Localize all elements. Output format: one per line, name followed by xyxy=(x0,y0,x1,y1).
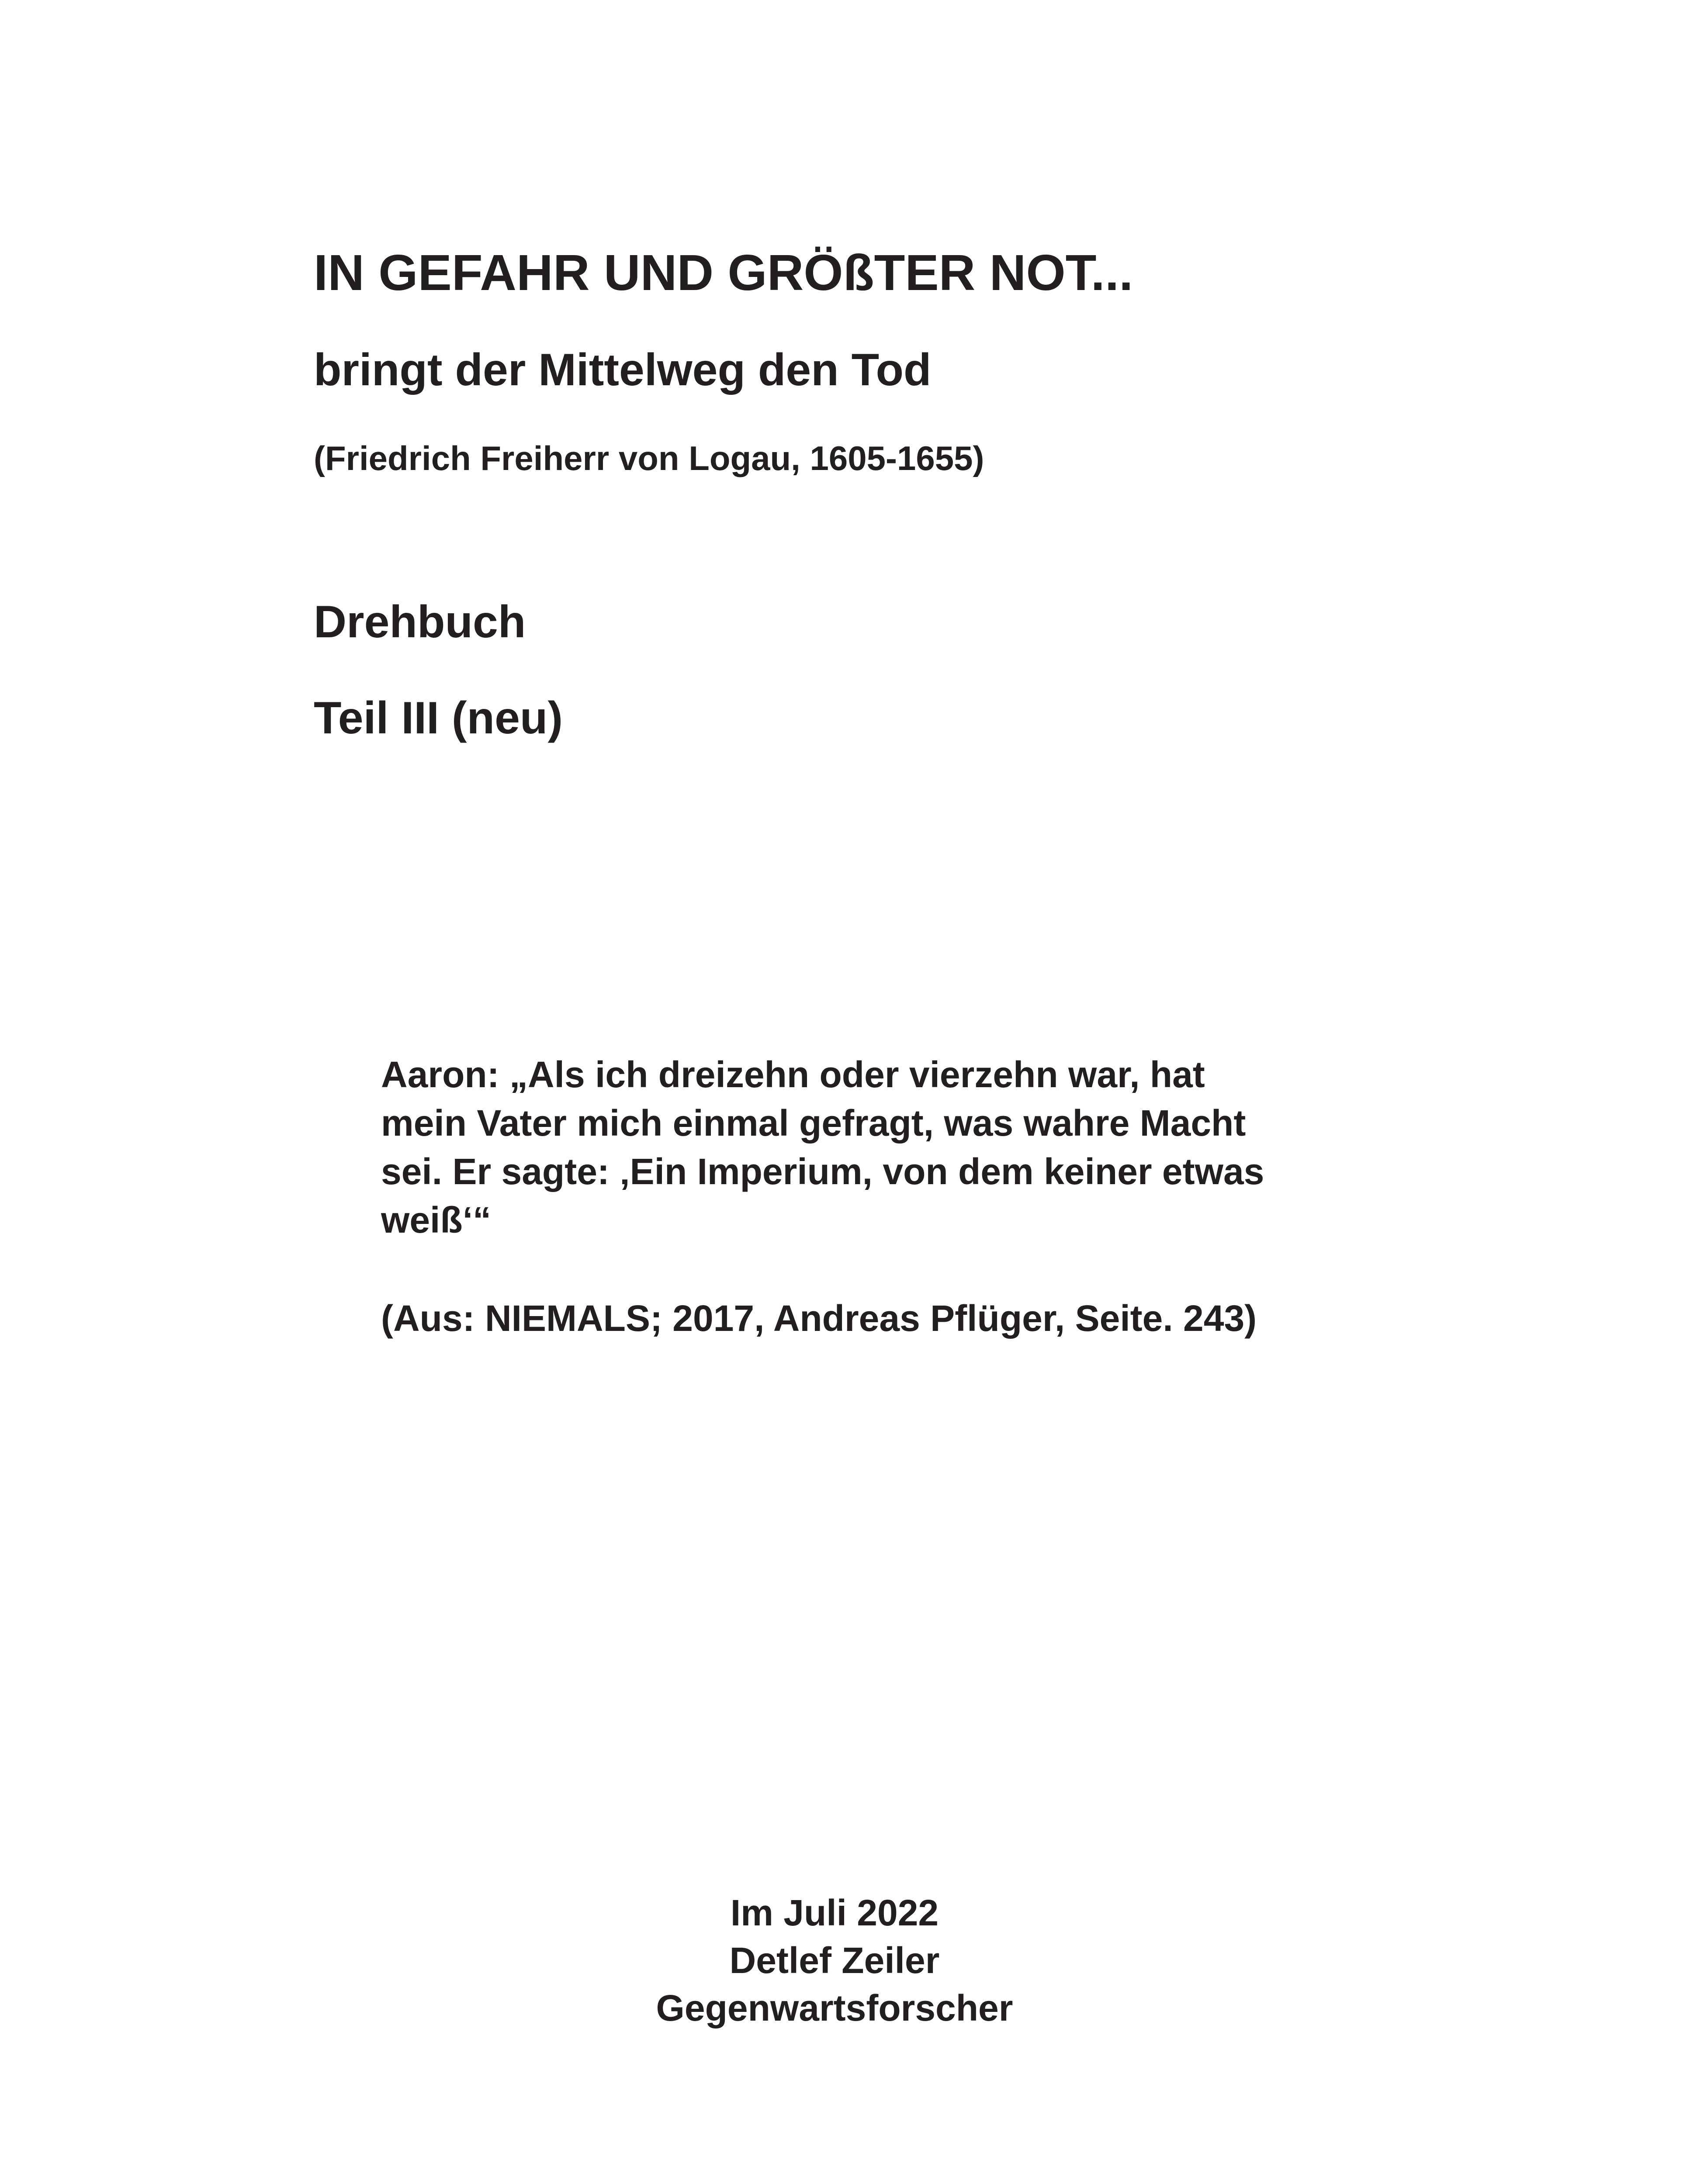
attribution: (Friedrich Freiherr von Logau, 1605-1655) xyxy=(314,439,984,477)
epigraph-quote: Aaron: „Als ich dreizehn oder vierzehn war, hat mein Vater mich einmal gefragt, was wahre Macht sei. Er sagte: ‚Ein Imperium, von dem keiner etwas weiß‘“ xyxy=(381,1054,1264,1241)
footer-role: Gegenwartsforscher xyxy=(656,1987,1013,2028)
document-type: Drehbuch xyxy=(314,597,526,647)
document-subtitle: bringt der Mittelweg den Tod xyxy=(314,345,932,395)
document-footer xyxy=(0,1889,1669,2032)
document-title: IN GEFAHR UND GRÖßTER NOT... xyxy=(314,244,1133,301)
footer-date: Im Juli 2022 xyxy=(730,1892,939,1933)
footer-author: Detlef Zeiler xyxy=(729,1940,940,1981)
document-part: Teil III (neu) xyxy=(314,693,563,743)
epigraph-source: (Aus: NIEMALS; 2017, Andreas Pflüger, Seite. 243) xyxy=(381,1298,1257,1339)
